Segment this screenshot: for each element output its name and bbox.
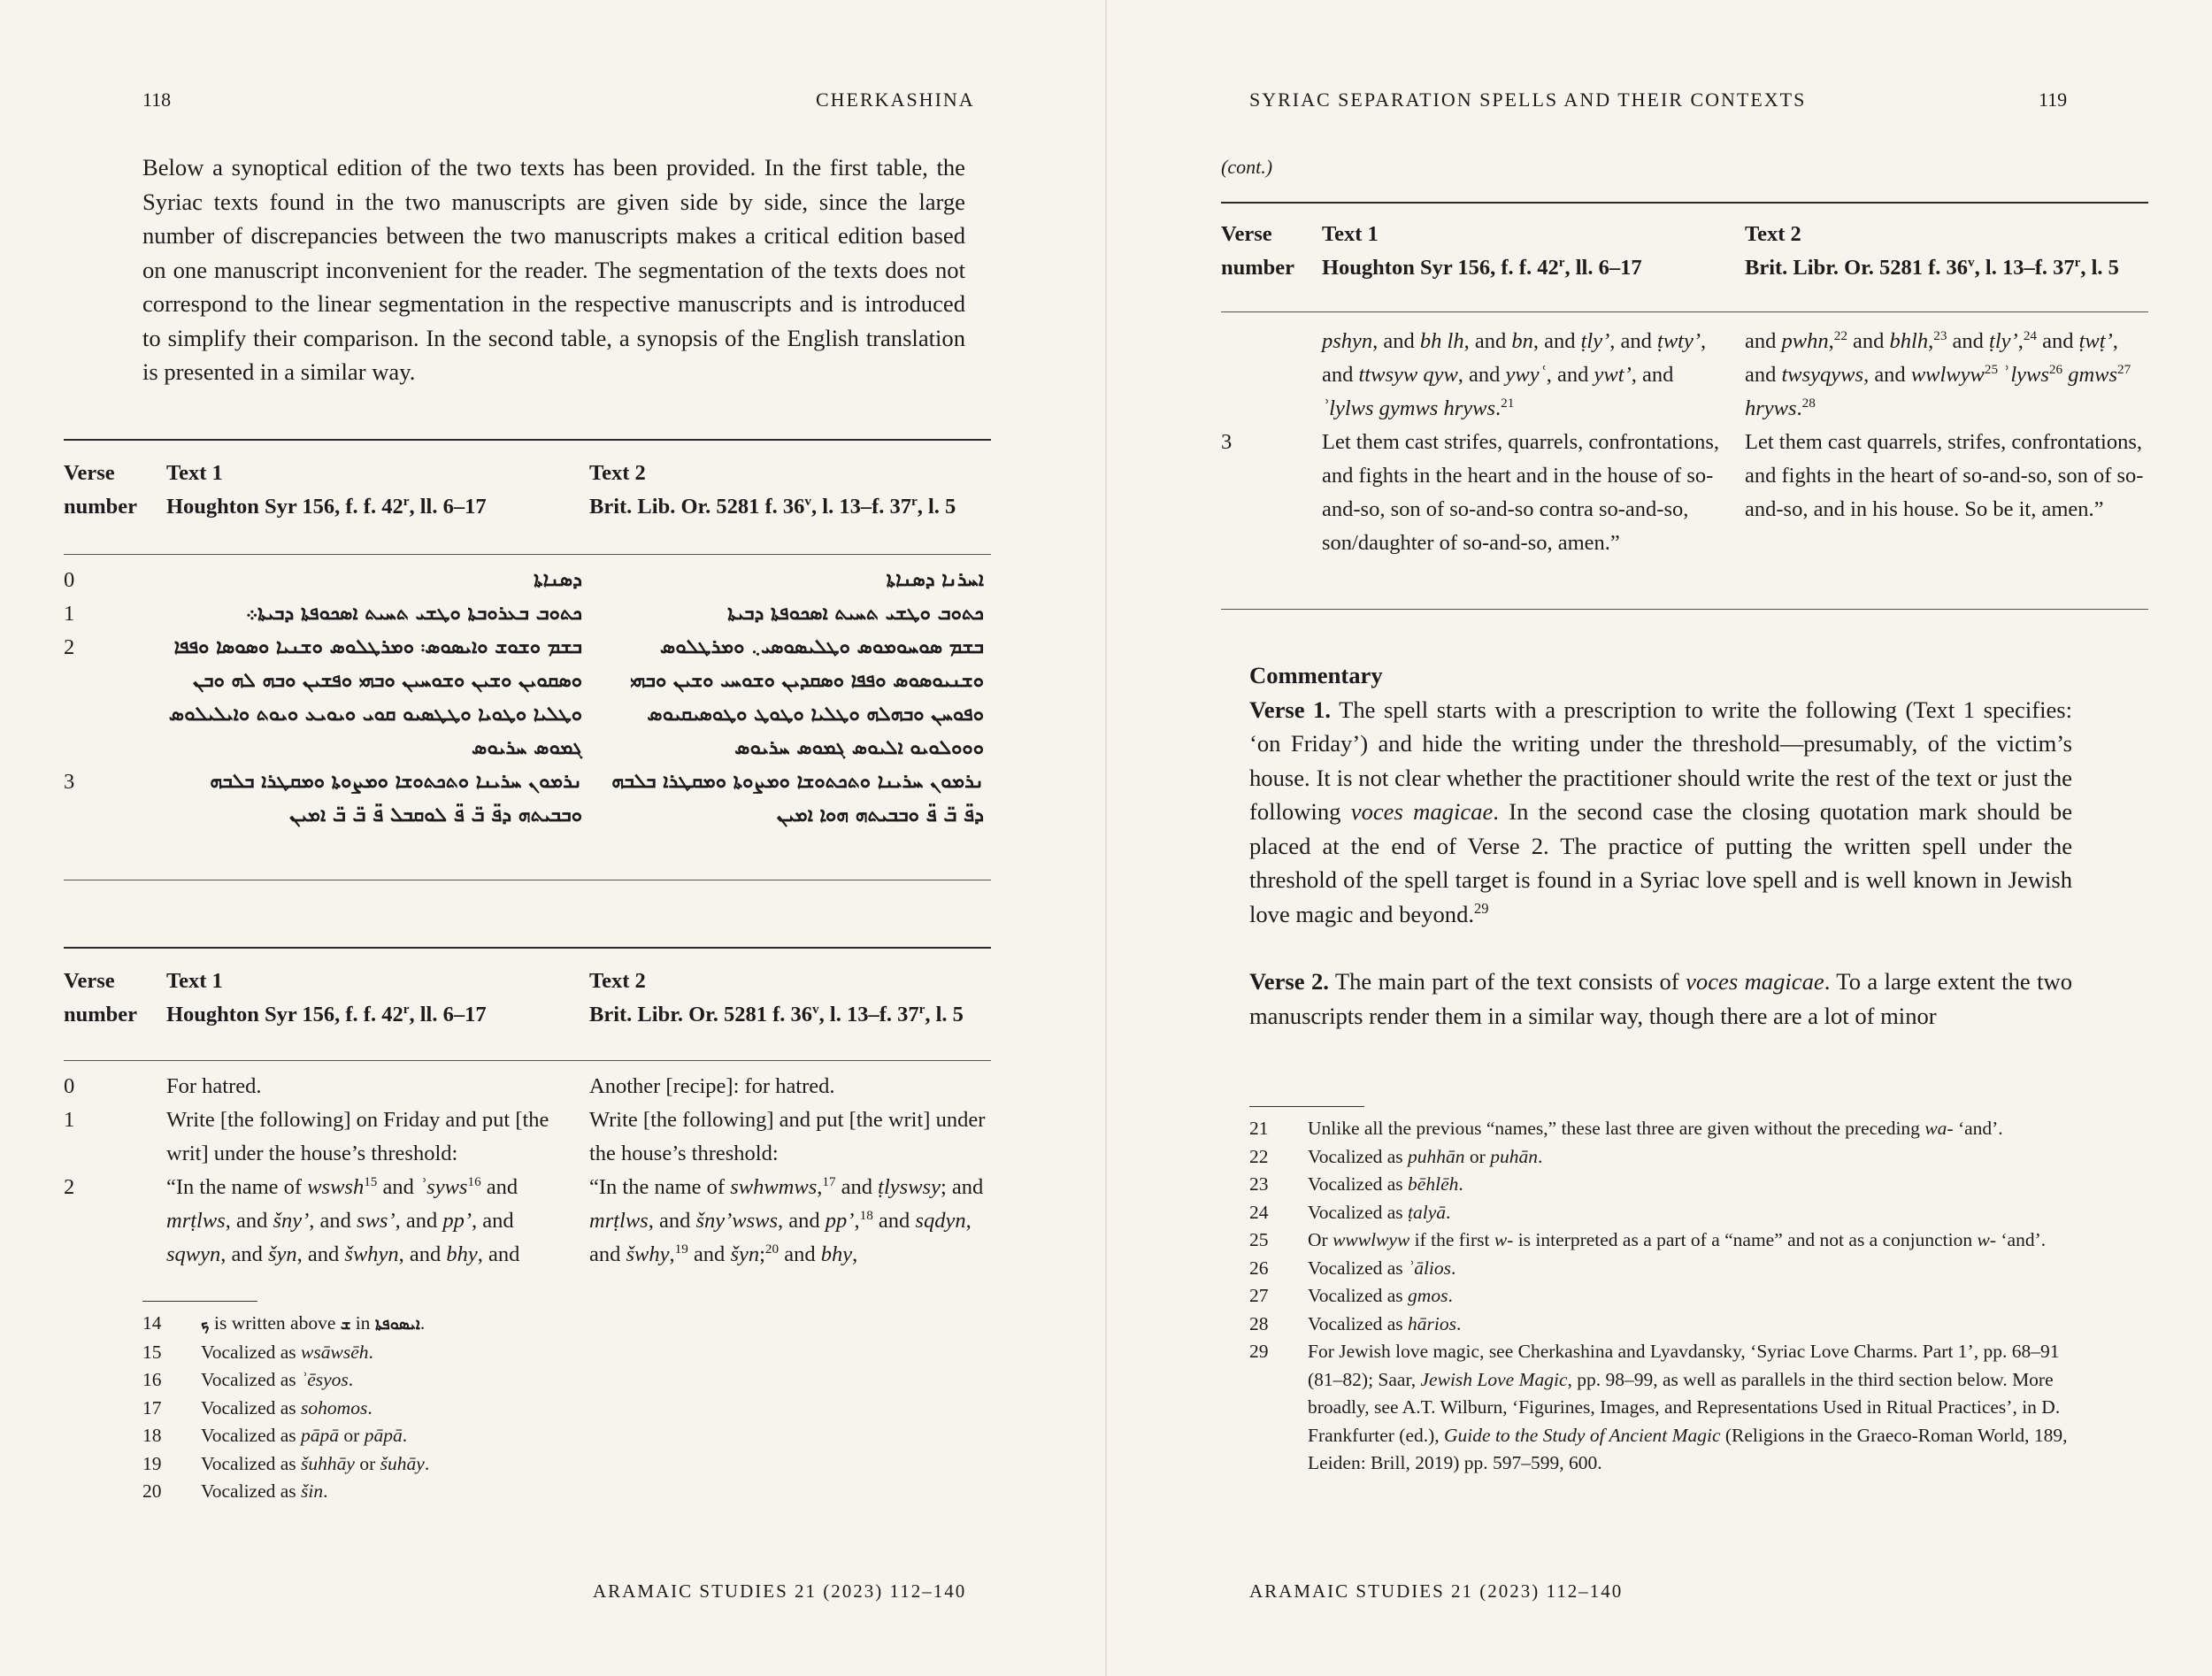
page-number: 119 (2039, 88, 2068, 111)
footnote: 17 Vocalized as sohomos. (142, 1396, 373, 1418)
footnote: 27 Vocalized as gmos. (1249, 1285, 1453, 1306)
syriac-text2: ܟܬܘܒ ܘܛܫܝ ܬܚܝܬ ܐܣܟܘܦܬܐ ܕܒܝܬܐ (727, 603, 984, 625)
table-top-rule (64, 947, 991, 949)
footnote: 24 Vocalized as ṭalyā. (1249, 1201, 1451, 1223)
footnote: 18 Vocalized as pāpā or pāpā. (142, 1425, 408, 1446)
footnote: 19 Vocalized as šuhhāy or šuhāy. (142, 1452, 430, 1474)
left-page (0, 0, 1105, 1676)
table-header-row (64, 457, 991, 524)
footnote: 28 Vocalized as hārios. (1249, 1312, 1462, 1334)
syriac-synopsis-table (64, 457, 991, 833)
running-head: SYRIAC SEPARATION SPELLS AND THEIR CONTEXTS (1249, 88, 1807, 111)
page-number: 118 (142, 88, 172, 111)
header-number: number (64, 495, 138, 519)
table-row: 2 ܒܫܡ ܘܫܘܫ ܘܐܝܣܘܣ܃ ܘܡܪܛܠܘܣ ܘܫܢܝܐ ܘܣܘܣܐ ܘܦܦܐ ܘܣܩܘܝܢ ܘܫܝܢ ܘܫܘܚܝܢ ܘܒܗܝ ܘܦܫܝܢ ܘܒܗ ܠܗ ܘܒܢ ܘܛܠܝܐ ܘܛܘܝܐ ܘܛܛܣܝܘ ܩܘܝ ܘܝܘܝܥ ܘܝܘܬ ܘܐܝܠܝܠܘܣ ܓܡܘܣ ܚܪܝܘܣ ܒܫܡ ܣܘܚܘܡܘܣ ܘܛܠܝܣܘܣܝ܆ ܘܡܪܛܠܘܣ ܘܫܢܝܘܣܘܣ ܘܦܦܐ ܘܣܩܕܝܢ ܘܫܘܚܝ ܘܫܝܢ ܘܒܗܝ ܘܦܘܚܢ ܘܒܗܠܗ ܘܛܠܝܐ ܘܛܘܛ ܘܛܘܣܝܩܝܘܣ ܘܘܘܠܘܝܘ ܐܠܝܘܣ ܓܡܘܣ ܚܪܝܘܣ (64, 631, 991, 765)
footnote-rule (1249, 1106, 1364, 1107)
footnote: 22 Vocalized as puhhān or puhān. (1249, 1145, 1543, 1167)
table-row (1221, 325, 2148, 426)
cont-text2: and pwhn,$^{22}$ and bhlh,$^{23}$ and ṭly’,$^{24}$ and ṭwṭ’, and twsyqyws, and wwlwyw$^{25}$ ʾlyws$^{26}$ gmws$^{27}$ hryws.$^{28}$ (1745, 327, 2131, 420)
footnote: 20 Vocalized as šin. (142, 1480, 328, 1502)
table-row: 1 Write [the following] on Friday and put [the writ] under the house’s threshold: Write [the following] and put [the writ] under the house’s threshold: (64, 1108, 986, 1165)
table-bottom-rule (1221, 609, 2148, 610)
footnote: 26 Vocalized as ʾālios. (1249, 1257, 1456, 1279)
syriac-text1: ܕܣܢܐܬܐ (534, 569, 582, 591)
header-text2: Text 2 (589, 461, 646, 485)
footnote: 29 For Jewish love magic, see Cherkashina and Lyavdansky, ‘Syriac Love Charms. Part 1’, pp. 68–91 (81–82); Saar, Jewish Love Magic, pp. 98–99, as well as parallels in the third section below. More broadly, see A.T. Wilburn, ‘Figurines, Images, and Representations Used in Ritual Practices’, in D. Frankfurter (ed.), Guide to the Study of Ancient Magic (Religions in the Graeco-Roman World, 189, Leiden: Brill, 2019) pp. 597–599, 600. (1249, 1341, 2068, 1473)
footnote: 16 Vocalized as ʾēsyos. (142, 1369, 354, 1390)
footnotes (142, 1310, 965, 1506)
syriac-text1: ܢܪܡܘܢ ܚܪܝܢܐ ܘܬܟܬܘܫܐ ܘܡܨܘܬܐ ܘܡܩܛܪܐ ܒܠܒܗ ܘܒܒܝܬܗ ܕܦ̈ ܒ̈ ܦ̈ ܠܘܩܒܠ ܦ̈ ܒ̈ ܒ̈ ܐܡܝܢ (210, 771, 582, 826)
cont-text1: pshyn, and bh lh, and bn, and ṭly’, and ṭwty’, and ttwsyw qyw, and ywyʿ, and ywt’, and ʾlylws gymws hryws.$^{21}$ (1322, 329, 1707, 420)
table-top-rule (64, 439, 991, 441)
commentary (1249, 658, 2072, 1033)
table-row: 0 For hatred. Another [recipe]: for hatred. (64, 1074, 835, 1098)
verse2-text1: “In the name of wswsh$^{15}$ and ʾsyws$^{16}$ and mrṭlws, and šny’, and sws’, and pp’, and sqwyn, and šyn, and šwhyn, and bhy, and (166, 1173, 520, 1266)
running-head: CHERKASHINA (816, 88, 975, 111)
verse2-text2: “In the name of swhwmws,$^{17}$ and ṭlyswsy; and mrṭlws, and šny’wsws, and pp’,$^{18}$ and sqdyn, and šwhy,$^{19}$ and šyn;$^{20}$ and bhy, (589, 1173, 984, 1266)
header-text2-ms: Brit. Lib. Or. 5281 f. 36$^v$, l. 13–f. 37$^r$, l. 5 (589, 493, 956, 519)
syriac-text2: ܢܪܡܘܢ ܚܪܝܢܐ ܘܬܟܬܘܫܐ ܘܡܨܘܬܐ ܘܡܩܛܪܐ ܒܠܒܗ ܕܦ̈ ܒ̈ ܦ̈ ܘܒܒܝܬܗ ܗܘܐ ܐܡܝܢ (611, 771, 984, 826)
syriac-text2: ܐܚܪܢܐ ܕܣܢܐܬܐ (886, 569, 984, 591)
syriac-text2: ܒܫܡ ܣܘܚܘܡܘܣ ܘܛܠܝܣܘܣܝ܆ ܘܡܪܛܠܘܣ ܘܫܢܝܘܣܘܣ ܘܦܦܐ ܘܣܩܕܝܢ ܘܫܘܚܝ ܘܫܝܢ ܘܒܗܝ ܘܦܘܚܢ ܘܒܗܠܗ ܘܛܠܝܐ ܘܛܘܛ ܘܛܘܣܝܩܝܘܣ ܘܘܘܠܘܝܘ ܐܠܝܘܣ ܓܡܘܣ ܚܪܝܘܣ (630, 636, 984, 759)
english-synopsis-table (64, 965, 991, 1272)
commentary-verse2: Verse 2. The main part of the text consists of voces magicae. To a large extent the two manuscripts render them in a similar way, though there are a lot of minor (1249, 968, 2072, 1029)
journal-footer: ARAMAIC STUDIES 21 (2023) 112–140 (593, 1580, 967, 1602)
footnote: 14 ܟ is written above ܫ in ܐܝܣܘܦܬܐ. (142, 1312, 426, 1334)
commentary-heading: Commentary (1249, 662, 1383, 688)
journal-footer: ARAMAIC STUDIES 21 (2023) 112–140 (1249, 1580, 1624, 1602)
footnotes (1249, 1115, 2072, 1478)
cont-label: (cont.) (1221, 156, 1273, 178)
intro-paragraph: Below a synoptical edition of the two texts has been provided. In the first table, the Syriac texts found in the two manuscripts are given side by side, since the large number of discrepancies between the two manuscripts makes a critical edition based on one manuscript inconvenient for the reader. The segmentation of the texts does not correspond to the linear segmentation in the respective manuscripts and is introduced to simplify their comparison. In the second table, a synopsis of the English translation is presented in a similar way. (142, 154, 965, 385)
table-row: 1 ܟܬܘܒ ܒܥܪܘܒܬܐ ܘܛܫܝ ܬܚܝܬ ܐܣܟܘܦܬܐ ܕܒܝܬܐ܀ ܟܬܘܒ ܘܛܫܝ ܬܚܝܬ ܐܣܟܘܦܬܐ ܕܒܝܬܐ (64, 597, 991, 631)
footnote: 23 Vocalized as bēhlēh. (1249, 1173, 1463, 1195)
syriac-text1: ܟܬܘܒ ܒܥܪܘܒܬܐ ܘܛܫܝ ܬܚܝܬ ܐܣܟܘܦܬܐ ܕܒܝܬܐ܀ (245, 603, 582, 625)
verse3-text1: Let them cast strifes, quarrels, confrontations, and fights in the heart and in the house of so-and-so, son of so-and-so contra so-and-so, son/daughter of so-and-so, amen.” (1322, 430, 1720, 555)
footnote-rule (142, 1301, 257, 1302)
table-row: 0 ܕܣܢܐܬܐ ܐܚܪܢܐ ܕܣܢܐܬܐ (64, 564, 991, 597)
table-top-rule (1221, 202, 2148, 204)
table-header-row: Verse number Text 1 Houghton Syr 156, f. f. 42$^r$, ll. 6–17 Text 2 Brit. Libr. Or. 5281 f. 36$^v$, l. 13–f. 37$^r$, l. 5 (64, 969, 964, 1026)
header-verse: Verse (64, 461, 115, 485)
footnote: 15 Vocalized as wsāwsēh. (142, 1341, 373, 1363)
header-text1: Text 1 (166, 461, 223, 485)
table-header-row: Verse number Text 1 Houghton Syr 156, f. f. 42$^r$, ll. 6–17 Text 2 Brit. Libr. Or. 5281 f. 36$^v$, l. 13–f. 37$^r$, l. 5 (1221, 222, 2119, 280)
table-row: 3 ܢܪܡܘܢ ܚܪܝܢܐ ܘܬܟܬܘܫܐ ܘܡܨܘܬܐ ܘܡܩܛܪܐ ܒܠܒܗ ܘܒܒܝܬܗ ܕܦ̈ ܒ̈ ܦ̈ ܠܘܩܒܠ ܦ̈ ܒ̈ ܒ̈ ܐܡܝܢ ܢܪܡܘܢ ܚܪܝܢܐ ܘܬܟܬܘܫܐ ܘܡܨܘܬܐ ܘܡܩܛܪܐ ܒܠܒܗ ܕܦ̈ ܒ̈ ܦ̈ ܘܒܒܝܬܗ ܗܘܐ ܐܡܝܢ (64, 765, 991, 833)
commentary-verse1: Verse 1. The spell starts with a prescription to write the following (Text 1 specifies: ‘on Friday’) and hide the writing under the threshold—presumably, of the victim’s house. It is not clear whether the practitioner should write the rest of the text or just the following voces magicae. In the second case the closing quotation mark should be placed at the end of Verse 2. The practice of putting the written spell under the threshold of the spell target is found in a Syriac love spell and is well known in Jewish love magic and beyond.$^{29}$ (1249, 696, 2072, 927)
verse3-text2: Let them cast quarrels, strifes, confrontations, and fights in the heart of so-and-so, son of so-and-so, and in his house. So be it, amen.” (1745, 430, 2144, 521)
continued-synopsis-table (1221, 218, 2148, 560)
footnote: 21 Unlike all the previous “names,” these last three are given without the preceding wa- ‘and’. (1249, 1118, 2003, 1139)
table-row: 2 “In the name of wswsh$^{15}$ and ʾsyws$^{16}$ and mrṭlws, and šny’, and sws’, and pp’, and sqwyn, and šyn, and šwhyn, and bhy, and “In the name of swhwmws,$^{17}$ and ṭlyswsy; and mrṭlws, and šny’wsws, and pp’,$^{18}$ and sqdyn, and šwhy,$^{19}$ and šyn;$^{20}$ and bhy, (64, 1171, 991, 1272)
table-row: 3 Let them cast strifes, quarrels, confrontations, and fights in the heart and in the house of so-and-so, son of so-and-so contra so-and-so, son/daughter of so-and-so, amen.” Let them cast quarrels, strifes, confrontations, and fights in the heart of so-and-so, son of so-and-so, and in his house. So be it, amen.” (1221, 426, 2148, 560)
syriac-text1: ܒܫܡ ܘܫܘܫ ܘܐܝܣܘܣ܃ ܘܡܪܛܠܘܣ ܘܫܢܝܐ ܘܣܘܣܐ ܘܦܦܐ ܘܣܩܘܝܢ ܘܫܝܢ ܘܫܘܚܝܢ ܘܒܗܝ ܘܦܫܝܢ ܘܒܗ ܠܗ ܘܒܢ ܘܛܠܝܐ ܘܛܘܝܐ ܘܛܛܣܝܘ ܩܘܝ ܘܝܘܝܥ ܘܝܘܬ ܘܐܝܠܝܠܘܣ ܓܡܘܣ ܚܪܝܘܣ (168, 636, 582, 759)
footnote: 25 Or wwwlwyw if the first w- is interpreted as a part of a “name” and not as a conjunction w- ‘and’. (1249, 1229, 2047, 1250)
header-text1-ms: Houghton Syr 156, f. f. 42$^r$, ll. 6–17 (166, 493, 487, 519)
